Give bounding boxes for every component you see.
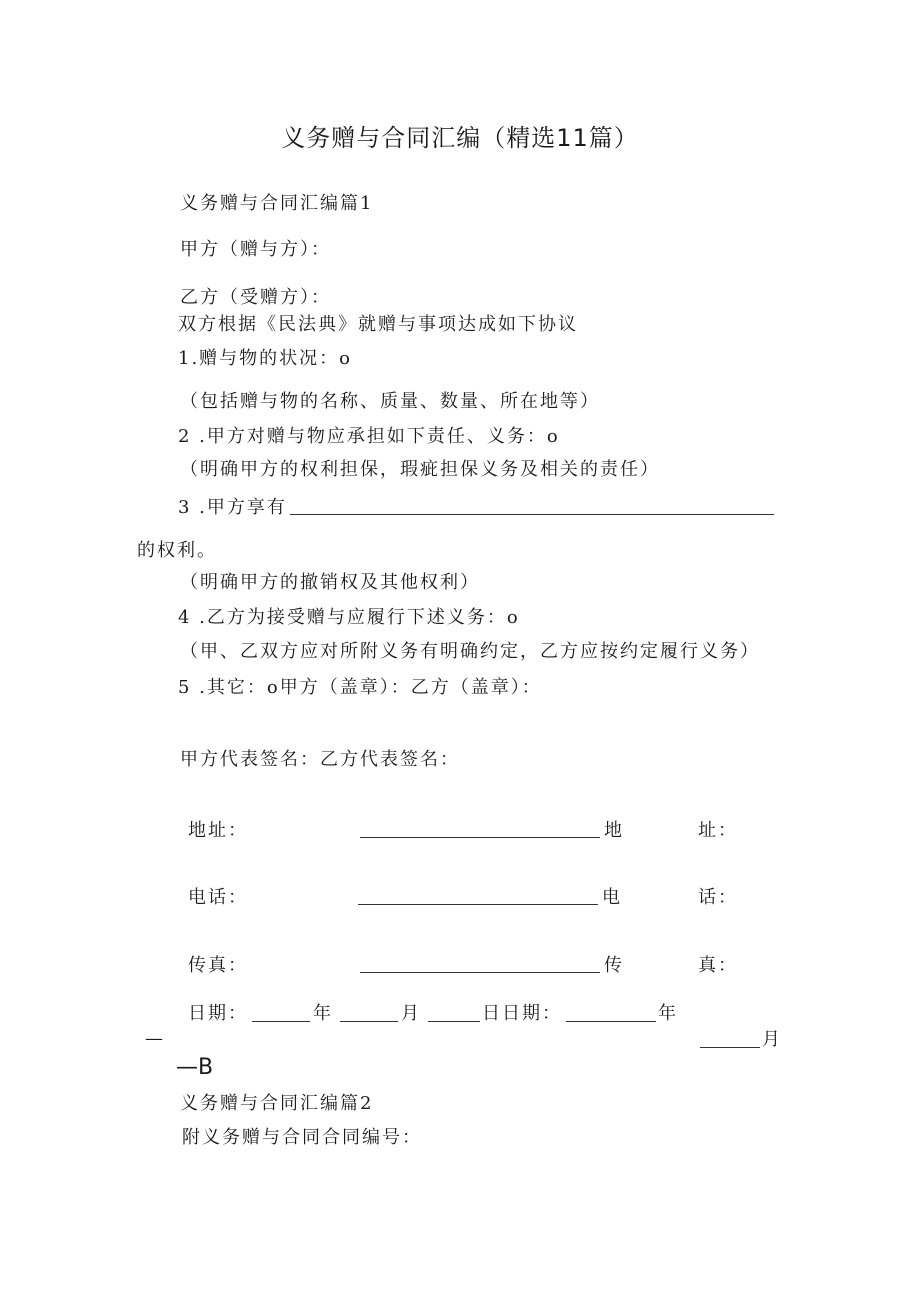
rights-blank-line: [290, 514, 774, 515]
date-month-label: 月: [401, 1003, 421, 1024]
date-day-blank: [428, 1021, 480, 1022]
phone-blank-line: [358, 904, 598, 905]
clause-4: 4 .乙方为接受赠与应履行下述义务：o: [178, 607, 520, 628]
clause-1: 1.赠与物的状况：o: [178, 348, 353, 369]
date-label: 日期：: [188, 1003, 248, 1024]
agreement-intro: 双方根据《民法典》就赠与事项达成如下协议: [178, 314, 578, 335]
clause-2-note: （明确甲方的权利担保，瑕疵担保义务及相关的责任）: [180, 459, 660, 480]
party-a-label: 甲方（赠与方）：: [180, 239, 331, 260]
fax-right-label-1: 传: [604, 955, 624, 976]
date-month-blank: [340, 1021, 398, 1022]
clause-3-continuation: 的权利。: [137, 540, 217, 561]
second-date-month-blank: [700, 1047, 760, 1048]
clause-2: 2 .甲方对赠与物应承担如下责任、义务：o: [178, 426, 560, 447]
clause-4-note: （甲、乙双方应对所附义务有明确约定，乙方应按约定履行义务）: [180, 641, 760, 662]
second-date-year-label: 年: [658, 1003, 678, 1024]
date-day-and-second-date-label: 日日期：: [482, 1003, 562, 1024]
phone-right-label-2: 话：: [698, 887, 738, 908]
clause-1-note: （包括赠与物的名称、质量、数量、所在地等）: [180, 391, 600, 412]
clause-5: 5 .其它：o甲方（盖章）：乙方（盖章）：: [178, 677, 542, 698]
fax-blank-line: [360, 972, 600, 973]
phone-right-label-1: 电: [602, 887, 622, 908]
page-title: 义务赠与合同汇编（精选11篇）: [281, 124, 639, 152]
contract-number-label: 附义务赠与合同合同编号：: [182, 1127, 422, 1148]
party-b-label: 乙方（受赠方）：: [180, 287, 331, 308]
section-end-mark: —B: [176, 1055, 214, 1080]
fax-label: 传真：: [188, 955, 248, 976]
address-label: 地址：: [188, 820, 248, 841]
address-right-label-1: 地: [604, 820, 624, 841]
address-right-label-2: 址：: [698, 820, 738, 841]
representative-signatures: 甲方代表签名：乙方代表签名：: [180, 749, 460, 770]
date-year-blank: [252, 1021, 310, 1022]
phone-label: 电话：: [188, 887, 248, 908]
second-date-dash: —: [145, 1028, 165, 1049]
date-year-label: 年: [313, 1003, 333, 1024]
clause-3-note: （明确甲方的撤销权及其他权利）: [180, 572, 480, 593]
section1-heading: 义务赠与合同汇编篇1: [180, 193, 374, 214]
second-date-month-label: 月: [762, 1029, 782, 1050]
address-blank-line: [360, 837, 600, 838]
clause-3: 3 .甲方享有: [178, 497, 287, 518]
section2-heading: 义务赠与合同汇编篇2: [180, 1093, 374, 1114]
fax-right-label-2: 真：: [698, 955, 738, 976]
second-date-year-blank: [566, 1021, 656, 1022]
